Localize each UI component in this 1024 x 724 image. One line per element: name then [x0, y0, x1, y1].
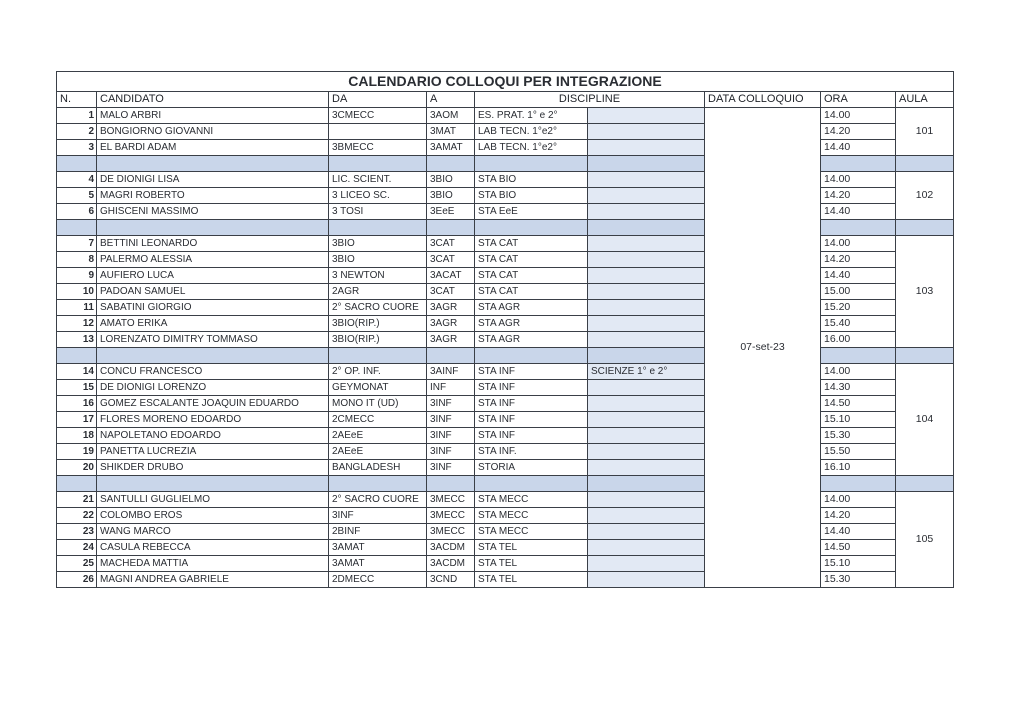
row-number: 17 — [57, 412, 97, 428]
to-class: 3BIO — [427, 188, 475, 204]
separator-cell — [97, 156, 329, 172]
from-class: 2° SACRO CUORE — [329, 492, 427, 508]
to-class: 3AGR — [427, 300, 475, 316]
discipline-2 — [588, 428, 705, 444]
separator-cell — [896, 348, 954, 364]
candidate-name: EL BARDI ADAM — [97, 140, 329, 156]
candidate-name: PALERMO ALESSIA — [97, 252, 329, 268]
discipline-1: STA BIO — [475, 172, 588, 188]
discipline-1: STA AGR — [475, 316, 588, 332]
to-class: 3AGR — [427, 332, 475, 348]
interview-time: 15.30 — [821, 428, 896, 444]
discipline-2 — [588, 284, 705, 300]
to-class: 3CAT — [427, 252, 475, 268]
discipline-1: STA INF — [475, 364, 588, 380]
row-number: 3 — [57, 140, 97, 156]
interview-time: 15.10 — [821, 412, 896, 428]
discipline-2 — [588, 556, 705, 572]
discipline-1: STA MECC — [475, 524, 588, 540]
discipline-1: STA EeE — [475, 204, 588, 220]
to-class: 3INF — [427, 412, 475, 428]
interview-time: 14.40 — [821, 204, 896, 220]
row-number: 8 — [57, 252, 97, 268]
discipline-1: STA INF — [475, 412, 588, 428]
separator-cell — [821, 220, 896, 236]
interview-time: 14.00 — [821, 172, 896, 188]
to-class: 3CAT — [427, 236, 475, 252]
from-class: 3AMAT — [329, 540, 427, 556]
to-class: 3ACDM — [427, 556, 475, 572]
row-number: 22 — [57, 508, 97, 524]
row-number: 10 — [57, 284, 97, 300]
separator-cell — [588, 220, 705, 236]
separator-cell — [427, 348, 475, 364]
classroom: 104 — [896, 364, 954, 476]
header-data-colloquio: DATA COLLOQUIO — [705, 92, 821, 108]
row-number: 14 — [57, 364, 97, 380]
header-a: A — [427, 92, 475, 108]
interview-time: 14.00 — [821, 364, 896, 380]
discipline-2 — [588, 108, 705, 124]
separator-cell — [896, 156, 954, 172]
from-class: 2AEeE — [329, 428, 427, 444]
row-number: 23 — [57, 524, 97, 540]
candidate-name: MAGRI ROBERTO — [97, 188, 329, 204]
from-class: 3AMAT — [329, 556, 427, 572]
candidate-name: COLOMBO EROS — [97, 508, 329, 524]
separator-cell — [821, 348, 896, 364]
table-title: CALENDARIO COLLOQUI PER INTEGRAZIONE — [57, 72, 954, 92]
interview-time: 14.40 — [821, 268, 896, 284]
table-row — [57, 108, 954, 124]
separator-cell — [821, 476, 896, 492]
classroom: 101 — [896, 108, 954, 156]
discipline-1: ES. PRAT. 1° e 2° — [475, 108, 588, 124]
discipline-2 — [588, 380, 705, 396]
discipline-2 — [588, 204, 705, 220]
from-class: 3BIO — [329, 252, 427, 268]
from-class: 2AEeE — [329, 444, 427, 460]
to-class: 3MECC — [427, 524, 475, 540]
to-class: 3CAT — [427, 284, 475, 300]
candidate-name: FLORES MORENO EDOARDO — [97, 412, 329, 428]
discipline-2 — [588, 396, 705, 412]
interview-time: 14.20 — [821, 188, 896, 204]
row-number: 12 — [57, 316, 97, 332]
discipline-1: STA TEL — [475, 540, 588, 556]
to-class: 3MECC — [427, 508, 475, 524]
discipline-2 — [588, 524, 705, 540]
from-class: 3 NEWTON — [329, 268, 427, 284]
candidate-name: PADOAN SAMUEL — [97, 284, 329, 300]
discipline-1: STA MECC — [475, 508, 588, 524]
discipline-1: STA CAT — [475, 284, 588, 300]
candidate-name: NAPOLETANO EDOARDO — [97, 428, 329, 444]
row-number: 24 — [57, 540, 97, 556]
to-class: 3EeE — [427, 204, 475, 220]
candidate-name: MACHEDA MATTIA — [97, 556, 329, 572]
candidate-name: BETTINI LEONARDO — [97, 236, 329, 252]
from-class: 2° OP. INF. — [329, 364, 427, 380]
separator-cell — [97, 348, 329, 364]
row-number: 15 — [57, 380, 97, 396]
separator-cell — [427, 476, 475, 492]
from-class: 2BINF — [329, 524, 427, 540]
discipline-1: LAB TECN. 1°e2° — [475, 140, 588, 156]
candidate-name: WANG MARCO — [97, 524, 329, 540]
candidate-name: GHISCENI MASSIMO — [97, 204, 329, 220]
row-number: 16 — [57, 396, 97, 412]
to-class: 3AOM — [427, 108, 475, 124]
classroom: 105 — [896, 492, 954, 588]
discipline-2 — [588, 188, 705, 204]
interview-time: 14.20 — [821, 124, 896, 140]
header-ora: ORA — [821, 92, 896, 108]
candidate-name: MAGNI ANDREA GABRIELE — [97, 572, 329, 588]
row-number: 4 — [57, 172, 97, 188]
candidate-name: CONCU FRANCESCO — [97, 364, 329, 380]
interview-date: 07-set-23 — [705, 108, 821, 588]
from-class: 3INF — [329, 508, 427, 524]
candidate-name: DE DIONIGI LISA — [97, 172, 329, 188]
to-class: 3CND — [427, 572, 475, 588]
discipline-2 — [588, 300, 705, 316]
classroom: 102 — [896, 172, 954, 220]
interview-time: 14.20 — [821, 252, 896, 268]
row-number: 18 — [57, 428, 97, 444]
row-number: 2 — [57, 124, 97, 140]
header-row — [57, 92, 954, 108]
discipline-1: STORIA — [475, 460, 588, 476]
to-class: 3ACAT — [427, 268, 475, 284]
separator-cell — [475, 156, 588, 172]
discipline-2: SCIENZE 1° e 2° — [588, 364, 705, 380]
separator-cell — [329, 348, 427, 364]
candidate-name: DE DIONIGI LORENZO — [97, 380, 329, 396]
discipline-1: STA AGR — [475, 300, 588, 316]
row-number: 9 — [57, 268, 97, 284]
separator-cell — [821, 156, 896, 172]
row-number: 6 — [57, 204, 97, 220]
discipline-1: STA INF — [475, 380, 588, 396]
header-aula: AULA — [896, 92, 954, 108]
discipline-2 — [588, 460, 705, 476]
separator-cell — [57, 156, 97, 172]
candidate-name: SANTULLI GUGLIELMO — [97, 492, 329, 508]
from-class: 3CMECC — [329, 108, 427, 124]
interview-time: 14.40 — [821, 524, 896, 540]
discipline-2 — [588, 124, 705, 140]
discipline-2 — [588, 332, 705, 348]
row-number: 7 — [57, 236, 97, 252]
separator-cell — [57, 476, 97, 492]
separator-cell — [97, 476, 329, 492]
from-class: 2CMECC — [329, 412, 427, 428]
row-number: 25 — [57, 556, 97, 572]
classroom: 103 — [896, 236, 954, 348]
row-number: 26 — [57, 572, 97, 588]
interview-time: 14.30 — [821, 380, 896, 396]
separator-cell — [329, 476, 427, 492]
interview-time: 14.40 — [821, 140, 896, 156]
interview-schedule-table — [56, 71, 954, 588]
candidate-name: SHIKDER DRUBO — [97, 460, 329, 476]
interview-time: 16.10 — [821, 460, 896, 476]
row-number: 13 — [57, 332, 97, 348]
interview-time: 15.00 — [821, 284, 896, 300]
row-number: 11 — [57, 300, 97, 316]
candidate-name: CASULA REBECCA — [97, 540, 329, 556]
from-class: 3BMECC — [329, 140, 427, 156]
to-class: 3MECC — [427, 492, 475, 508]
candidate-name: PANETTA LUCREZIA — [97, 444, 329, 460]
row-number: 19 — [57, 444, 97, 460]
discipline-2 — [588, 412, 705, 428]
separator-cell — [588, 348, 705, 364]
to-class: 3ACDM — [427, 540, 475, 556]
separator-cell — [97, 220, 329, 236]
interview-time: 14.00 — [821, 492, 896, 508]
to-class: 3INF — [427, 396, 475, 412]
header-discipline: DISCIPLINE — [475, 92, 705, 108]
discipline-1: STA CAT — [475, 236, 588, 252]
separator-cell — [427, 156, 475, 172]
interview-time: 14.20 — [821, 508, 896, 524]
candidate-name: GOMEZ ESCALANTE JOAQUIN EDUARDO — [97, 396, 329, 412]
candidate-name: MALO ARBRI — [97, 108, 329, 124]
discipline-1: STA TEL — [475, 572, 588, 588]
candidate-name: BONGIORNO GIOVANNI — [97, 124, 329, 140]
candidate-name: AUFIERO LUCA — [97, 268, 329, 284]
row-number: 20 — [57, 460, 97, 476]
to-class: 3BIO — [427, 172, 475, 188]
discipline-2 — [588, 316, 705, 332]
interview-time: 14.00 — [821, 236, 896, 252]
discipline-1: STA INF. — [475, 444, 588, 460]
discipline-2 — [588, 444, 705, 460]
to-class: 3INF — [427, 460, 475, 476]
from-class: 3BIO(RIP.) — [329, 332, 427, 348]
discipline-1: STA INF — [475, 396, 588, 412]
discipline-2 — [588, 572, 705, 588]
separator-cell — [896, 476, 954, 492]
discipline-1: STA TEL — [475, 556, 588, 572]
discipline-2 — [588, 492, 705, 508]
separator-cell — [588, 476, 705, 492]
separator-cell — [329, 220, 427, 236]
interview-time: 15.40 — [821, 316, 896, 332]
to-class: 3AGR — [427, 316, 475, 332]
separator-cell — [475, 348, 588, 364]
row-number: 5 — [57, 188, 97, 204]
from-class: 3 LICEO SC. — [329, 188, 427, 204]
discipline-2 — [588, 140, 705, 156]
from-class: 2DMECC — [329, 572, 427, 588]
from-class: MONO IT (UD) — [329, 396, 427, 412]
separator-cell — [329, 156, 427, 172]
from-class: BANGLADESH — [329, 460, 427, 476]
separator-cell — [475, 476, 588, 492]
interview-time: 15.50 — [821, 444, 896, 460]
discipline-1: STA MECC — [475, 492, 588, 508]
candidate-name: LORENZATO DIMITRY TOMMASO — [97, 332, 329, 348]
interview-time: 15.30 — [821, 572, 896, 588]
separator-cell — [896, 220, 954, 236]
to-class: INF — [427, 380, 475, 396]
discipline-2 — [588, 236, 705, 252]
interview-time: 15.10 — [821, 556, 896, 572]
discipline-2 — [588, 540, 705, 556]
header-da: DA — [329, 92, 427, 108]
candidate-name: AMATO ERIKA — [97, 316, 329, 332]
from-class: 2° SACRO CUORE — [329, 300, 427, 316]
from-class: 2AGR — [329, 284, 427, 300]
to-class: 3MAT — [427, 124, 475, 140]
to-class: 3AINF — [427, 364, 475, 380]
header-n: N. — [57, 92, 97, 108]
interview-time: 15.20 — [821, 300, 896, 316]
discipline-1: STA CAT — [475, 268, 588, 284]
interview-time: 14.50 — [821, 396, 896, 412]
discipline-1: STA INF — [475, 428, 588, 444]
separator-cell — [588, 156, 705, 172]
discipline-2 — [588, 172, 705, 188]
from-class: 3BIO — [329, 236, 427, 252]
title-row — [57, 72, 954, 92]
candidate-name: SABATINI GIORGIO — [97, 300, 329, 316]
from-class: GEYMONAT — [329, 380, 427, 396]
interview-time: 14.00 — [821, 108, 896, 124]
discipline-1: LAB TECN. 1°e2° — [475, 124, 588, 140]
separator-cell — [475, 220, 588, 236]
discipline-2 — [588, 268, 705, 284]
from-class: 3 TOSI — [329, 204, 427, 220]
interview-time: 16.00 — [821, 332, 896, 348]
discipline-1: STA CAT — [475, 252, 588, 268]
row-number: 21 — [57, 492, 97, 508]
discipline-1: STA BIO — [475, 188, 588, 204]
from-class: 3BIO(RIP.) — [329, 316, 427, 332]
to-class: 3INF — [427, 444, 475, 460]
header-candidato: CANDIDATO — [97, 92, 329, 108]
interview-time: 14.50 — [821, 540, 896, 556]
from-class — [329, 124, 427, 140]
discipline-1: STA AGR — [475, 332, 588, 348]
separator-cell — [57, 348, 97, 364]
discipline-2 — [588, 252, 705, 268]
separator-cell — [57, 220, 97, 236]
from-class: LIC. SCIENT. — [329, 172, 427, 188]
separator-cell — [427, 220, 475, 236]
to-class: 3AMAT — [427, 140, 475, 156]
discipline-2 — [588, 508, 705, 524]
row-number: 1 — [57, 108, 97, 124]
to-class: 3INF — [427, 428, 475, 444]
